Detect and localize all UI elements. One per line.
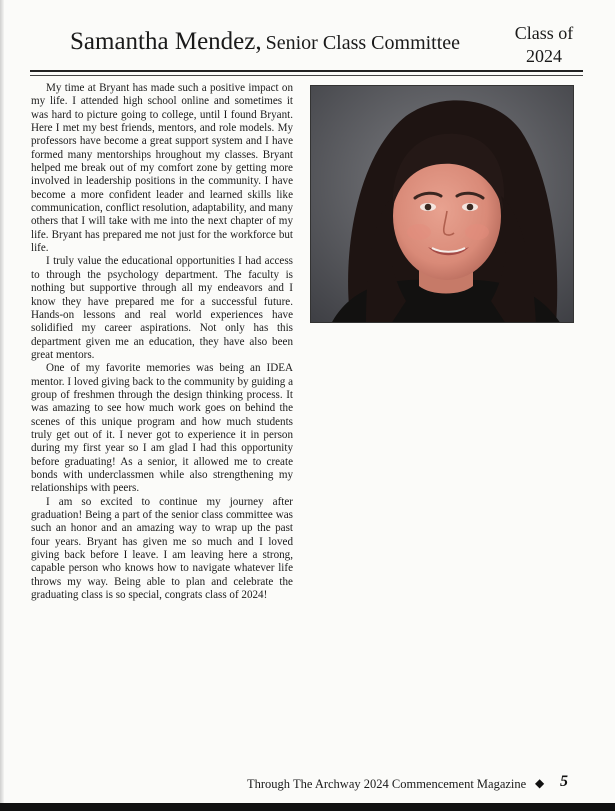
header-divider-thin xyxy=(30,75,583,76)
header-divider xyxy=(30,70,583,72)
page-title xyxy=(70,28,460,56)
page-edge xyxy=(0,0,4,811)
page-bottom-edge xyxy=(0,803,615,811)
article-paragraph: I truly value the educational opportunities I had access to through the psychology department. The faculty is nothing but supportive through all my endeavors and I know they have prepared me for a successful future. Hands-on lessons and real world experiences have solidified my career aspirations. Not only has this department given me an education, they have also been great mentors. xyxy=(31,255,293,361)
footer-magazine-title: Through The Archway 2024 Commencement Magazine xyxy=(247,777,527,791)
class-of-label xyxy=(500,22,588,68)
student-name: Samantha Mendez, xyxy=(70,28,262,55)
footer-diamond-icon: ◆ xyxy=(535,776,545,790)
article-body xyxy=(31,82,293,602)
class-year: 2024 xyxy=(526,46,562,66)
student-portrait xyxy=(310,85,574,323)
class-of-text: Class of xyxy=(514,23,574,43)
article-paragraph: I am so excited to continue my journey after graduation! Being a part of the senior class committee was such an honor and an amazing way to wrap up the past four years. Bryant has given me so much and I loved giving back before I leave. I am leaving here a strong, capable person who knows how to navigate whatever life throws my way. Being able to plan and celebrate the graduating class is so special, congrats class of 2024! xyxy=(31,495,293,602)
page-number: 5 xyxy=(560,773,568,790)
student-role: Senior Class Committee xyxy=(265,32,461,54)
article-paragraph: One of my favorite memories was being an IDEA mentor. I loved giving back to the community by guiding a group of freshmen through the design thinking process. It was amazing to see how much work goes on behind the scenes of this unique program and how much students truly get out of it. I never got to experience it in person during my first year so I am glad I had this opportunity before graduating! As a senior, it allowed me to create bonds with underclassmen while also strengthening my relationships with peers. xyxy=(31,362,293,495)
article-paragraph: My time at Bryant has made such a positive impact on my life. I attended high school online and sometimes it was hard to picture going to college, until I found Bryant. Here I met my best friends, mentors, and role models. My professors have become a great support system and I have formed many mentorships hroughout my classes. Bryant helped me break out of my comfort zone by getting more involved in leadership positions in the community. I have become a more confident leader and learned skills like communication, conflict resolution, adaptability, and many others that I will take with me into the next chapter of my life. Bryant has prepared me not just for the workforce but life. xyxy=(31,82,293,255)
portrait-illustration xyxy=(311,86,574,323)
